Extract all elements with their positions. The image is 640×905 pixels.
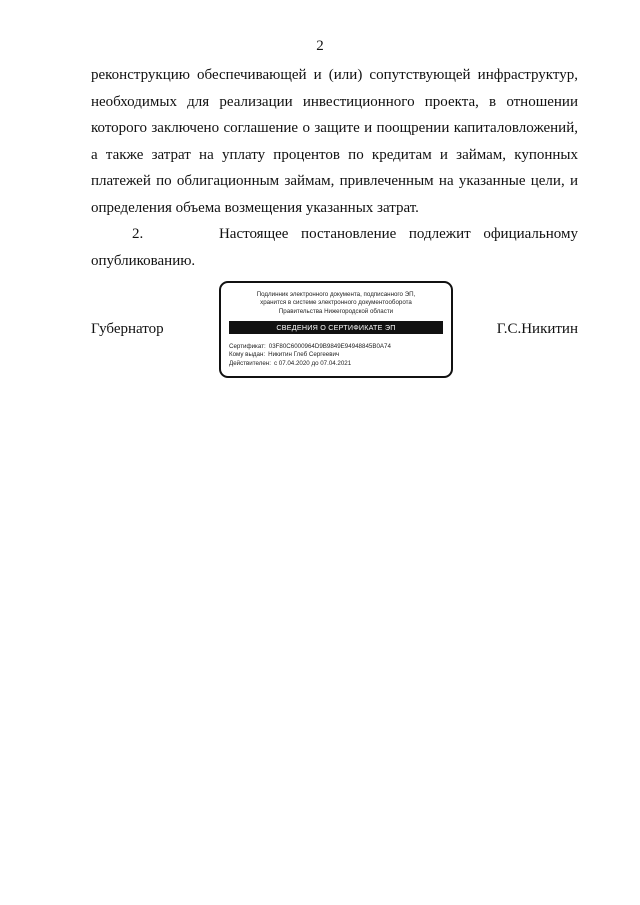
- certificate-value: 03F80C6000964D9B9849E94948845B0A74: [268, 343, 391, 351]
- body-text: [91, 62, 578, 274]
- issued-to-row: [229, 351, 451, 359]
- signatory-title: Губернатор: [91, 321, 164, 337]
- certificate-row: [229, 343, 451, 351]
- validity-value: с 07.04.2020 до 07.04.2021: [273, 359, 352, 367]
- stamp-header-line: Правительства Нижегородской области: [278, 307, 394, 315]
- stamp-header: [221, 291, 451, 316]
- signatory-name: Г.С.Никитин: [496, 321, 578, 337]
- certificate-details: [229, 343, 451, 368]
- signature-block: [91, 281, 578, 383]
- paragraph-continuation: реконструкцию обеспечивающей и (или) сопутствующей инфраструктур, необходимых для реализации инвестиционного проекта, в отношении которого заключено соглашение о защите и поощрении капиталовложений, а также затрат на уплату процентов по кредитам и займам, купонных платежей по облигационным займам, привлеченным на указанные цели, и определения объема возмещения указанных затрат.: [91, 67, 578, 216]
- electronic-signature-stamp: [219, 281, 453, 378]
- stamp-header-line: хранится в системе электронного документооборота: [260, 299, 412, 307]
- validity-label: Действителен:: [229, 359, 271, 367]
- certificate-label: Сертификат:: [229, 343, 266, 351]
- issued-to-label: Кому выдан:: [229, 351, 266, 359]
- certificate-info-bar: СВЕДЕНИЯ О СЕРТИФИКАТЕ ЭП: [229, 321, 443, 334]
- issued-to-value: Никитин Глеб Сергеевич: [268, 351, 340, 359]
- stamp-header-line: Подлинник электронного документа, подписанного ЭП,: [256, 291, 416, 298]
- page-number: 2: [316, 38, 324, 54]
- paragraph-item-2: 2. Настоящее постановление подлежит официальному опубликованию.: [91, 226, 578, 269]
- validity-row: [229, 360, 451, 368]
